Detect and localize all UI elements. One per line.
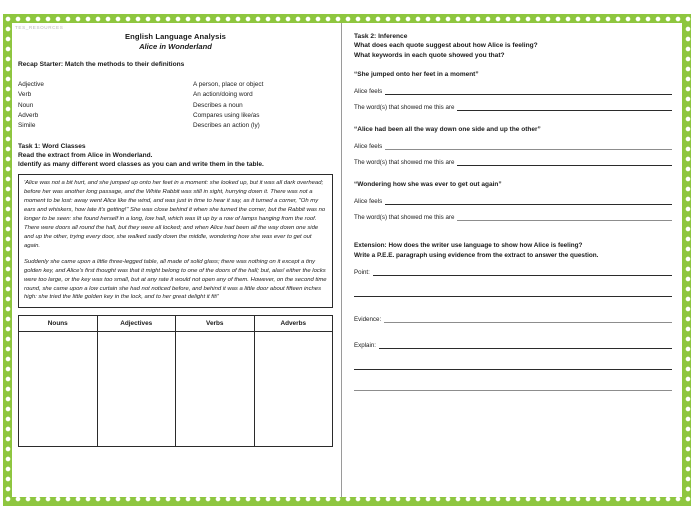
match-definition: Describes an action (ly) (193, 122, 260, 130)
right-column (342, 23, 682, 497)
left-column (12, 23, 342, 497)
task1-instruction-identify: Identify as many different word classes as you can and write them in the table. (18, 161, 264, 169)
match-term: Adjective (18, 80, 44, 88)
match-row (18, 121, 333, 131)
explain-row (354, 341, 672, 349)
task1-title: Task 1: Word Classes (18, 142, 86, 150)
task2-title: Task 2: Inference (354, 33, 408, 40)
decorative-green-border (3, 14, 691, 506)
quote-1-words-label: The word(s) that showed me this are (354, 104, 455, 112)
quote-3-words-row (354, 213, 672, 221)
match-term: Simile (18, 122, 36, 130)
match-definition: A person, place or object (193, 80, 264, 88)
answer-cell-nouns[interactable] (19, 332, 98, 447)
answer-cell-adjectives[interactable] (97, 332, 176, 447)
extract-box (18, 174, 333, 309)
page-subtitle: Alice in Wonderland (139, 42, 212, 51)
explain-answer-line-3[interactable] (354, 383, 672, 391)
quote-1: “She jumped onto her feet in a moment” (354, 71, 479, 79)
match-definition: An action/doing word (193, 91, 253, 99)
column-header-nouns: Nouns (19, 316, 98, 332)
quote-2-feels-row (354, 142, 672, 150)
match-row (18, 80, 333, 90)
quote-2-feels-answer-line[interactable] (385, 142, 672, 150)
quote-3-feels-row (354, 197, 672, 205)
match-row (18, 111, 333, 121)
quote-1-words-answer-line[interactable] (457, 103, 672, 111)
quote-3-feels-label: Alice feels (354, 198, 383, 206)
column-header-verbs: Verbs (176, 316, 255, 332)
match-definition: Compares using like/as (193, 112, 260, 120)
match-term: Verb (18, 91, 32, 99)
extension-question: Extension: How does the writer use language to show how Alice is feeling? (354, 242, 583, 250)
word-class-table (18, 315, 333, 447)
quote-1-feels-row (354, 87, 672, 95)
page-title: English Language Analysis (125, 32, 226, 41)
task2-question-1: What does each quote suggest about how Alice is feeling? (354, 42, 538, 50)
extract-paragraph-1: 'Alice was not a bit hurt, and she jumped up onto her feet in a moment: she looked up, but it was all dark overhead; before her was another long passage, and the White Rabbit was still in sight, hurrying down it. There was not a moment to be lost: away went Alice like the wind, and was just in time to hear it say, as it turned a corner, "Oh my ears and whiskers, how late it's getting!" She was close behind it when she turned the corner, but the Rabbit was no longer to be seen: she found herself in a long, low hall, which was lit up by a row of lamps hanging from the roof. There were doors all round the hall, but they were all locked; and when Alice had been all the way down one side and up the other, trying every door, she walked sadly down the middle, wondering how she was ever to get out again. (24, 179, 326, 249)
quote-1-feels-answer-line[interactable] (385, 87, 672, 95)
match-term: Noun (18, 101, 34, 109)
point-answer-line[interactable] (373, 268, 672, 276)
quote-1-words-row (354, 103, 672, 111)
quote-3-words-label: The word(s) that showed me this are (354, 214, 455, 222)
worksheet-sheet (12, 23, 682, 497)
match-term: Adverb (18, 112, 39, 120)
quote-2-words-answer-line[interactable] (457, 158, 672, 166)
table-header-row (19, 316, 333, 332)
explain-answer-line-2[interactable] (354, 362, 672, 370)
point-answer-line-2[interactable] (354, 289, 672, 297)
answer-cell-verbs[interactable] (176, 332, 255, 447)
task2-question-2: What keywords in each quote showed you that? (354, 51, 505, 59)
quote-2-words-row (354, 158, 672, 166)
match-row (18, 90, 333, 100)
evidence-answer-line[interactable] (384, 315, 672, 323)
table-row (19, 332, 333, 447)
quote-3-feels-answer-line[interactable] (385, 197, 672, 205)
match-definition: Describes a noun (193, 101, 243, 109)
point-row (354, 268, 672, 276)
evidence-row (354, 315, 672, 323)
quote-1-feels-label: Alice feels (354, 88, 383, 96)
column-header-adverbs: Adverbs (254, 316, 333, 332)
quote-3: “Wondering how she was ever to get out again” (354, 181, 502, 189)
extract-paragraph-2: Suddenly she came upon a little three-legged table, all made of solid glass; there was nothing on it except a tiny golden key, and Alice's first thought was that it might belong to one of the doors of the hall; but, alas! either the locks were too large, or the key was too small, but at any rate it would not open any of them. However, on the second time round, she came upon a low curtain she had not noticed before, and behind it was a little door about fifteen inches high: she tried the little golden key in the lock, and to her great delight it fit!' (24, 258, 327, 301)
point-label: Point: (354, 268, 370, 276)
extension-instruction: Write a P.E.E. paragraph using evidence from the extract to answer the question. (354, 251, 599, 259)
explain-answer-line[interactable] (379, 341, 672, 349)
quote-3-words-answer-line[interactable] (457, 213, 672, 221)
answer-cell-adverbs[interactable] (254, 332, 333, 447)
watermark-label: TES_RESOURCES (15, 25, 64, 30)
recap-heading: Recap Starter: Match the methods to their definitions (18, 61, 185, 68)
evidence-label: Evidence: (354, 315, 382, 323)
column-header-adjectives: Adjectives (97, 316, 176, 332)
two-column-layout (12, 23, 682, 497)
match-row (18, 101, 333, 111)
task1-instruction-read: Read the extract from Alice in Wonderland. (18, 152, 153, 160)
quote-2: “Alice had been all the way down one side and up the other” (354, 126, 541, 134)
quote-2-feels-label: Alice feels (354, 143, 383, 151)
explain-label: Explain: (354, 341, 377, 349)
quote-2-words-label: The word(s) that showed me this are (354, 159, 455, 167)
match-methods-list (18, 80, 333, 132)
